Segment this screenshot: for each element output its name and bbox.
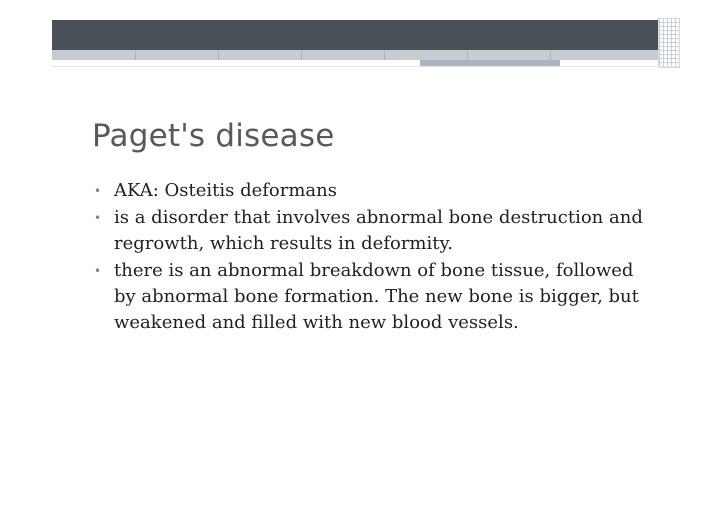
header-subband: [52, 50, 658, 60]
bullet-text: is a disorder that involves abnormal bone destruction and regrowth, which results in deformity.: [114, 207, 643, 254]
bullet-item: [92, 258, 652, 336]
header-divider: [301, 50, 302, 60]
bullet-text: AKA: Osteitis deformans: [114, 180, 337, 201]
bullet-icon: •: [94, 184, 102, 198]
header-rule: [52, 66, 678, 67]
corner-grid-decoration: [658, 18, 680, 68]
header-band: [52, 20, 658, 50]
bullet-list: [92, 178, 652, 337]
header-divider: [384, 50, 385, 60]
bullet-icon: •: [94, 264, 102, 278]
bullet-item: [92, 205, 652, 257]
bullet-text: there is an abnormal breakdown of bone tissue, followed by abnormal bone formation. The new bone is bigger, but weakened and filled with new blood vessels.: [114, 260, 639, 333]
bullet-icon: •: [94, 211, 102, 225]
bullet-item: [92, 178, 652, 204]
header-divider: [467, 50, 468, 60]
slide-title: Paget's disease: [92, 118, 335, 154]
header-divider: [135, 50, 136, 60]
header-divider: [550, 50, 551, 60]
header-divider: [218, 50, 219, 60]
